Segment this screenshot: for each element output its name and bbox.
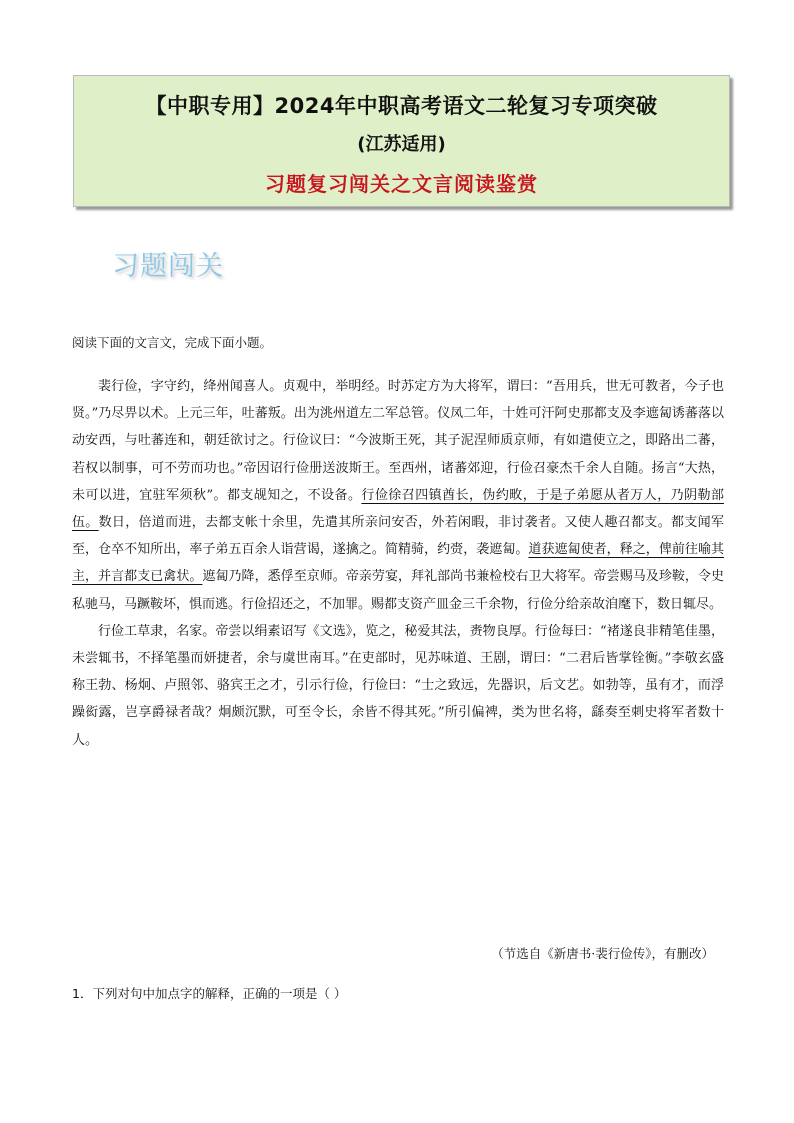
title-banner (73, 75, 730, 207)
source-citation: （节选自《新唐书·裴行俭传》，有删改） (491, 946, 714, 961)
instruction-text: 阅读下面的文言文，完成下面小题。 (72, 335, 273, 350)
passage-text: 遮匐乃降，悉俘至京师。帝亲劳宴，拜礼部尚书兼检校右卫大将军。帝尝赐马及珍鞍，令史私驰马，马蹶鞍坏，惧而逃。行俭招还之，不加罪。赐都支资产皿金三千余物，行俭分给亲故洎麾下，数日辄尽。 (72, 569, 724, 612)
underlined-sentence-1: 行俭徐召四镇酋长，伪约畋，于是子弟愿从者万人，乃阴勒部伍。 (72, 487, 724, 531)
document-title: 【中职专用】2024年中职高考语文二轮复习专项突破 (145, 94, 658, 118)
passage-paragraph-1 (72, 373, 724, 618)
document-topic: 习题复习闯关之文言阅读鉴赏 (265, 172, 538, 196)
classical-passage (72, 373, 724, 754)
passage-text: 数日，倍道而进，去都支帐十余里，先遣其所亲问安否，外若闲暇，非讨袭者。又使人趣召都支。都支闻军至，仓卒不知所出，率子弟五百余人诣营谒，遂擒之。简精骑，约赍，袭遮匐。 (72, 515, 724, 558)
passage-paragraph-2: 行俭工草隶，名家。帝尝以绢素诏写《文选》，览之，秘爱其法，赉物良厚。行俭每曰：“褚遂良非精笔佳墨，未尝辄书，不择笔墨而妍捷者，余与虞世南耳。”在吏部时，见苏味道、王剧，谓曰：“二君后皆掌铨衡。”李敬玄盛称王勃、杨炯、卢照邻、骆宾王之才，引示行俭，行俭曰：“士之致远，先器识，后文艺。如勃等，虽有才，而浮躁衒露，岂享爵禄者哉？炯颇沉默，可至令长，余皆不得其死。”所引偏裨，类为世名将，繇奏至刺史将军者数十人。 (72, 623, 724, 748)
passage-text: 裴行俭，字守约，绛州闻喜人。贞观中，举明经。时苏定方为大将军，谓曰：“吾用兵，世无可教者，今子也贤。”乃尽畀以术。上元三年，吐蕃叛。出为洮州道左二军总管。仪凤二年，十姓可汗阿史那都支及李遮匐诱蕃落以动安西，与吐蕃连和，朝廷欲讨之。行俭议曰：“今波斯王死，其子泥涅师质京师，有如遣使立之，即路出二蕃，若权以制事，可不劳而功也。”帝因诏行俭册送波斯王。至西州，诸蕃郊迎，行俭召豪杰千余人自随。扬言“大热，未可以进，宜驻军须秋”。都支觇知之，不设备。 (72, 379, 724, 503)
question-1: 1．下列对句中加点字的解释，正确的一项是（ ） (72, 986, 347, 1001)
underlined-sentence-2: 道获遮匐使者，释之，俾前往喻其主，并言都支已禽状。 (72, 542, 724, 585)
section-label: 习题闯关 (112, 251, 224, 282)
document-subtitle: (江苏适用) (357, 134, 446, 155)
